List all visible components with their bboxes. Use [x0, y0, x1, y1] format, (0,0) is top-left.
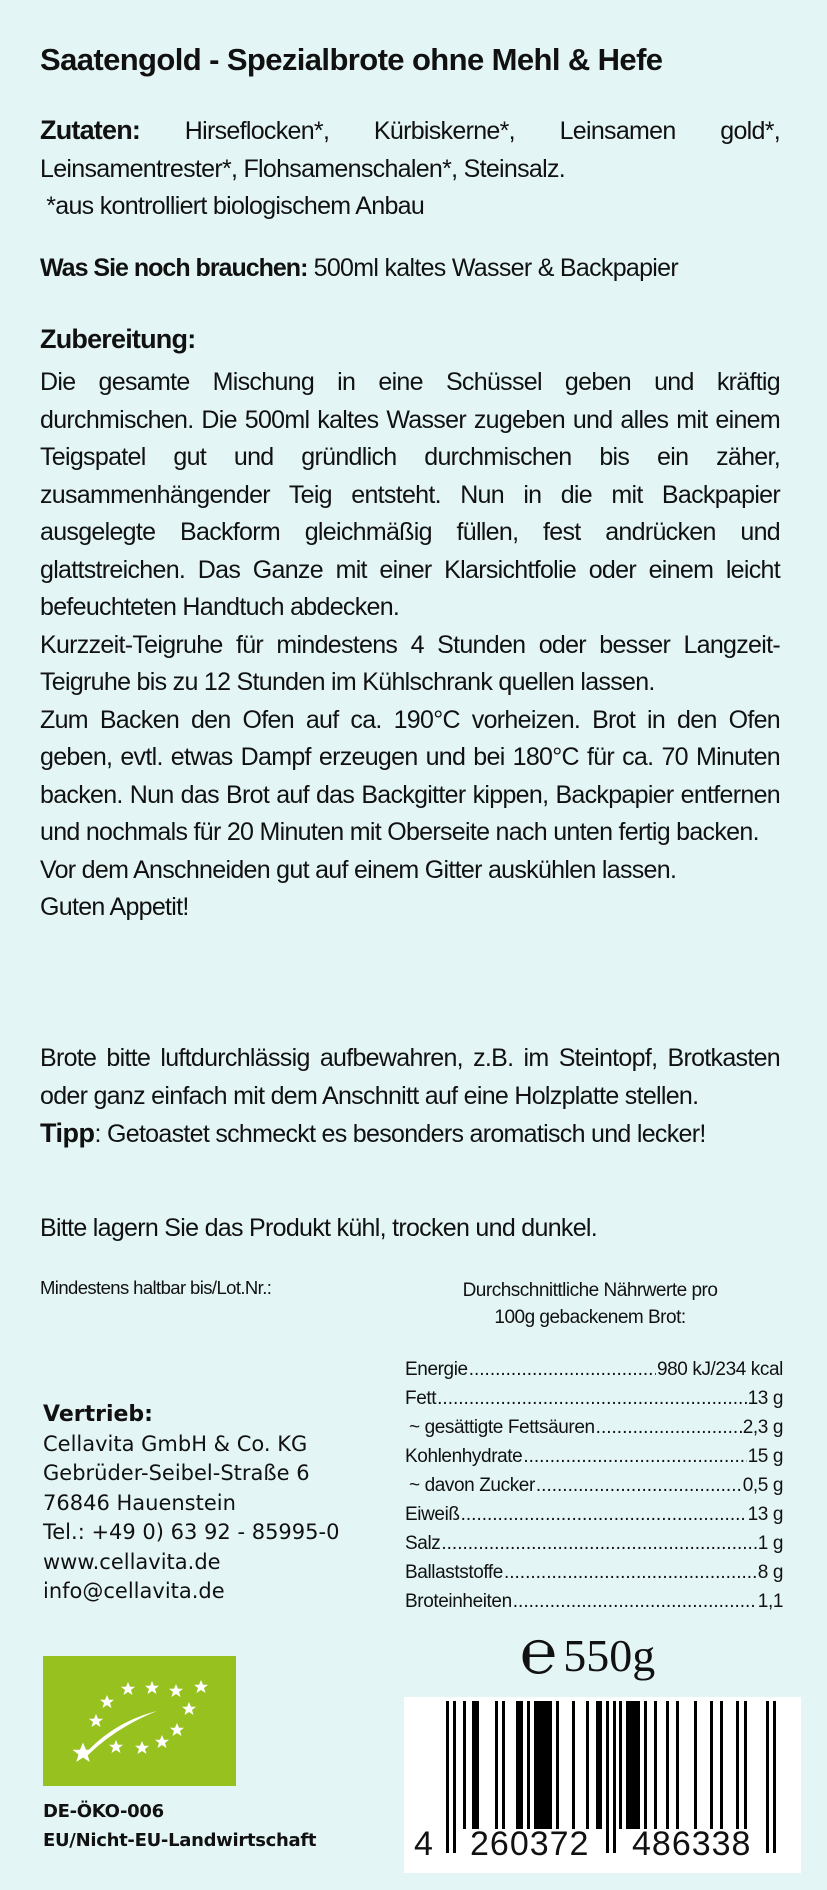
leader-dots	[461, 1500, 747, 1529]
nutrient-value: 15 g	[747, 1446, 783, 1467]
distributor-city: 76846 Hauenstein	[43, 1490, 236, 1515]
nutrition-table	[405, 1355, 783, 1616]
net-weight	[520, 1619, 656, 1687]
nutrient-name: Ballaststoffe	[405, 1562, 503, 1583]
product-title: Saatengold - Spezialbrote ohne Mehl & Hefe	[40, 42, 663, 77]
estimated-sign-icon: ℮	[520, 1619, 558, 1687]
distributor-email[interactable]: info@cellavita.de	[43, 1579, 225, 1603]
nutrient-value: 0,5 g	[742, 1475, 783, 1496]
leader-dots	[513, 1587, 757, 1616]
nutrient-name: Kohlenhydrate	[405, 1446, 523, 1467]
nutrition-heading	[405, 1277, 775, 1331]
distributor-block	[43, 1400, 339, 1607]
leader-dots	[437, 1384, 746, 1413]
requirements-label: Was Sie noch brauchen:	[40, 254, 308, 282]
nutrient-value: 2,3 g	[742, 1417, 783, 1438]
leader-dots	[596, 1413, 742, 1442]
distributor-website[interactable]: www.cellavita.de	[43, 1549, 221, 1574]
nutrition-heading-line2: 100g gebackenem Brot:	[494, 1307, 686, 1328]
nutrition-row	[405, 1413, 783, 1442]
nutrient-value: 980 kJ/234 kcal	[656, 1359, 783, 1380]
preparation-paragraph: Kurzzeit-Teigruhe für mindestens 4 Stunden oder besser Langzeit-Teigruhe bis zu 12 Stunden im Kühlschrank quellen lassen.	[40, 630, 780, 696]
nutrient-name: Broteinheiten	[405, 1591, 512, 1612]
barcode-digits-right: 486338	[632, 1825, 752, 1863]
eu-leaf-stars-icon	[43, 1656, 236, 1786]
requirements-text: 500ml kaltes Wasser & Backpapier	[307, 254, 678, 282]
leader-dots	[536, 1471, 742, 1500]
preparation-paragraph: Guten Appetit!	[40, 893, 189, 921]
leader-dots	[469, 1355, 656, 1384]
leader-dots	[504, 1558, 757, 1587]
nutrient-value: 1,1	[757, 1591, 783, 1612]
weight-value: 550g	[563, 1630, 656, 1681]
organic-origin: EU/Nicht-EU-Landwirtschaft	[43, 1830, 317, 1851]
nutrition-row	[405, 1529, 783, 1558]
preparation-paragraph: Die gesamte Mischung in eine Schüssel geben und kräftig durchmischen. Die 500ml kaltes Wasser zugeben und alles mit einem Teigspatel gut und gründlich durchmischen bis ein zäher, zusammenhängender Teig entsteht. Nun in die mit Backpapier ausgelegte Backform gleichmäßig füllen, fest andrücken und glattstreichen. Das Ganze mit einer Klarsichtfolie oder einem leicht befeuchteten Handtuch abdecken.	[40, 368, 780, 621]
requirements-line	[40, 250, 800, 288]
nutrient-name: ~ davon Zucker	[409, 1475, 535, 1496]
barcode-digits-left: 260372	[470, 1825, 590, 1863]
leader-dots	[523, 1442, 746, 1471]
best-before-label: Mindestens haltbar bis/Lot.Nr.:	[40, 1277, 272, 1298]
ean-barcode	[404, 1697, 801, 1873]
nutrition-row	[405, 1442, 783, 1471]
nutrition-row	[405, 1355, 783, 1384]
nutrient-name: ~ gesättigte Fettsäuren	[409, 1417, 595, 1438]
preparation-paragraph: Vor dem Anschneiden gut auf einem Gitter auskühlen lassen.	[40, 855, 677, 884]
nutrition-row	[405, 1500, 783, 1529]
distributor-street: Gebrüder-Seibel-Straße 6	[43, 1461, 310, 1485]
nutrient-name: Salz	[405, 1533, 441, 1554]
organic-control-code: DE-ÖKO-006	[43, 1801, 164, 1822]
barcode-digit-first: 4	[414, 1825, 434, 1863]
organic-footnote: *aus kontrolliert biologischem Anbau	[40, 192, 425, 220]
nutrient-value: 8 g	[757, 1562, 783, 1583]
organic-control-info	[43, 1797, 316, 1855]
tip-text: : Getoastet schmeckt es besonders aromatisch und lecker!	[94, 1120, 706, 1148]
nutrient-name: Eiweiß	[405, 1504, 460, 1525]
nutrition-row	[405, 1471, 783, 1500]
storage-text: Brote bitte luftdurchlässig aufbewahren, z.B. im Steintopf, Brotkasten oder ganz einfach mit dem Anschnitt auf eine Holzplatte stellen.	[40, 1044, 780, 1110]
distributor-label: Vertrieb:	[43, 1402, 153, 1427]
preparation-paragraph: Zum Backen den Ofen auf ca. 190°C vorheizen. Brot in den Ofen geben, evtl. etwas Dampf erzeugen und bei 180°C für ca. 70 Minuten backen. Nun das Brot auf das Backgitter kippen, Backpapier entfernen und nochmals für 20 Minuten mit Oberseite nach unten fertig backen.	[40, 705, 780, 846]
preparation-text	[40, 364, 780, 927]
ingredients-label: Zutaten:	[40, 115, 141, 145]
ingredients-block	[40, 112, 780, 226]
leader-dots	[441, 1529, 756, 1558]
storage-block	[40, 1040, 780, 1154]
nutrient-name: Fett	[405, 1388, 437, 1409]
eu-organic-logo-icon	[43, 1656, 236, 1786]
nutrient-value: 1 g	[757, 1533, 783, 1554]
nutrient-value: 13 g	[747, 1504, 783, 1525]
nutrition-row	[405, 1587, 783, 1616]
nutrition-row	[405, 1384, 783, 1413]
nutrient-value: 13 g	[747, 1388, 783, 1409]
nutrient-name: Energie	[405, 1359, 468, 1380]
nutrition-heading-line1: Durchschnittliche Nährwerte pro	[462, 1280, 718, 1301]
nutrition-row	[405, 1558, 783, 1587]
distributor-phone: Tel.: +49 0) 63 92 - 85995-0	[43, 1520, 340, 1544]
tip-label: Tipp	[40, 1118, 95, 1148]
tip-line	[40, 1115, 780, 1154]
preparation-heading: Zubereitung:	[40, 324, 196, 354]
storage-note: Bitte lagern Sie das Produkt kühl, trocken und dunkel.	[40, 1214, 597, 1242]
ingredients-text: Hirseflocken*, Kürbiskerne*, Leinsamen gold*, Leinsamentrester*, Flohsamenschalen*, Steinsalz.	[40, 117, 780, 183]
distributor-company: Cellavita GmbH & Co. KG	[43, 1431, 308, 1456]
